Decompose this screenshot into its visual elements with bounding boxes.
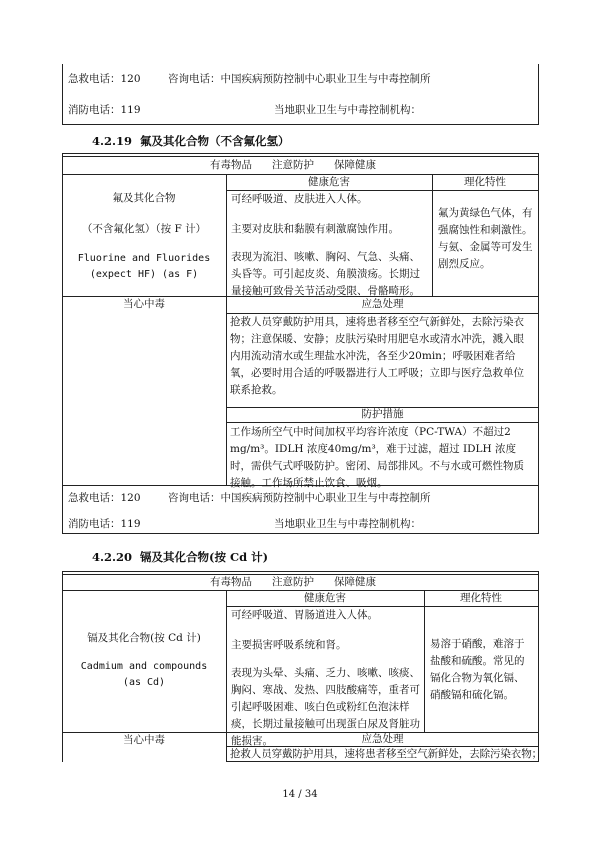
health-symptoms: 表现为头晕、头痛、乏力、咳嗽、咳痰、胸闷、寒战、发热、四肢酸痛等，重者可引起呼吸困难、咳白色或粉红色泡沫样痰，长期过量接触可出现蛋白尿及肾脏功能损害。 bbox=[231, 667, 420, 747]
substance-name-cn: 氟及其化合物 bbox=[112, 192, 176, 204]
hazard-labels: 有毒物品 注意防护 保障健康 bbox=[210, 159, 377, 171]
section-heading-fluorine bbox=[92, 133, 290, 149]
emergency-phone: 急救电话：120 bbox=[68, 73, 141, 85]
emergency-text: 抢救人员穿戴防护用具，速将患者移至空气新鲜处，去除污染衣物； bbox=[230, 748, 542, 760]
physical-properties: 易溶于硝酸，难溶于盐酸和硫酸。常见的镉化合物为氧化镉、硝酸镉和硫化镉。 bbox=[430, 638, 525, 701]
fire-phone: 消防电话：119 bbox=[68, 104, 141, 116]
properties-header: 理化特性 bbox=[460, 592, 502, 604]
footer-emergency-phone: 急救电话：120 bbox=[68, 492, 141, 504]
health-route: 可经呼吸道、胃肠道进入人体。 bbox=[231, 609, 378, 621]
section-number: 4.2.20 bbox=[92, 550, 133, 564]
emergency-header: 应急处理 bbox=[361, 733, 404, 745]
substance-name-cn-note: （不含氟化氢）（按 F 计） bbox=[81, 223, 207, 235]
health-symptoms: 表现为流泪、咳嗽、胸闷、气急、头痛、头昏等。可引起皮炎、角膜溃疡。长期过量接触可致骨关节活动受限、骨骼畸形。 bbox=[231, 251, 420, 297]
substance-name-en-note: (as Cd) bbox=[122, 677, 166, 688]
substance-name-en: Fluorine and Fluorides bbox=[77, 253, 211, 264]
protection-text: 工作场所空气中时间加权平均容许浓度（PC-TWA）不超过2 mg/m³。IDLH 浓度40mg/m³，难于过滤，超过 IDLH 浓度时，需供气式呼吸防护。密闭、局部排风。不与水或可燃性物质接触。工作场所禁止饮食、吸烟。 bbox=[230, 426, 524, 489]
footer-consult-phone: 咨询电话：中国疾病预防控制中心职业卫生与中毒控制所 bbox=[168, 492, 431, 504]
substance-name-en-note: (expect HF) (as F) bbox=[89, 269, 199, 280]
substance-name-cn: 镉及其化合物(按 Cd 计) bbox=[87, 632, 201, 644]
health-hazard-header: 健康危害 bbox=[304, 592, 346, 604]
section-title: 镉及其化合物(按 Cd 计) bbox=[140, 550, 269, 564]
warning-label: 当心中毒 bbox=[123, 734, 165, 746]
protection-header: 防护措施 bbox=[361, 408, 404, 420]
section-heading-cadmium bbox=[92, 549, 268, 565]
local-agency: 当地职业卫生与中毒控制机构： bbox=[274, 104, 421, 116]
health-target: 主要损害呼吸系统和肾。 bbox=[231, 639, 347, 651]
properties-header: 理化特性 bbox=[464, 176, 506, 188]
footer-local-agency: 当地职业卫生与中毒控制机构： bbox=[274, 518, 421, 530]
page-number: 14 / 34 bbox=[282, 789, 318, 800]
emergency-header: 应急处理 bbox=[361, 298, 404, 310]
hazard-labels: 有毒物品 注意防护 保障健康 bbox=[210, 576, 377, 588]
substance-name-en: Cadmium and compounds bbox=[80, 661, 208, 672]
health-target: 主要对皮肤和黏膜有刺激腐蚀作用。 bbox=[231, 223, 399, 235]
warning-label: 当心中毒 bbox=[123, 298, 165, 310]
consult-phone: 咨询电话：中国疾病预防控制中心职业卫生与中毒控制所 bbox=[168, 73, 431, 85]
physical-properties: 氟为黄绿色气体，有强腐蚀性和刺激性。与氨、金属等可发生剧烈反应。 bbox=[438, 207, 533, 270]
footer-fire-phone: 消防电话：119 bbox=[68, 518, 141, 530]
emergency-text: 抢救人员穿戴防护用具，速将患者移至空气新鲜处，去除污染衣物；注意保暖、安静；皮肤污染时用肥皂水或清水冲洗，溅入眼内用流动清水或生理盐水冲洗，各至少20min；呼吸困难者给氧，必要时用合适的呼吸器进行人工呼吸；立即与医疗急救单位联系抢救。 bbox=[230, 316, 524, 396]
health-route: 可经呼吸道、皮肤进入人体。 bbox=[231, 193, 368, 205]
section-title: 氟及其化合物（不含氟化氢） bbox=[140, 134, 290, 148]
health-hazard-header: 健康危害 bbox=[308, 176, 350, 188]
section-number: 4.2.19 bbox=[92, 134, 133, 148]
